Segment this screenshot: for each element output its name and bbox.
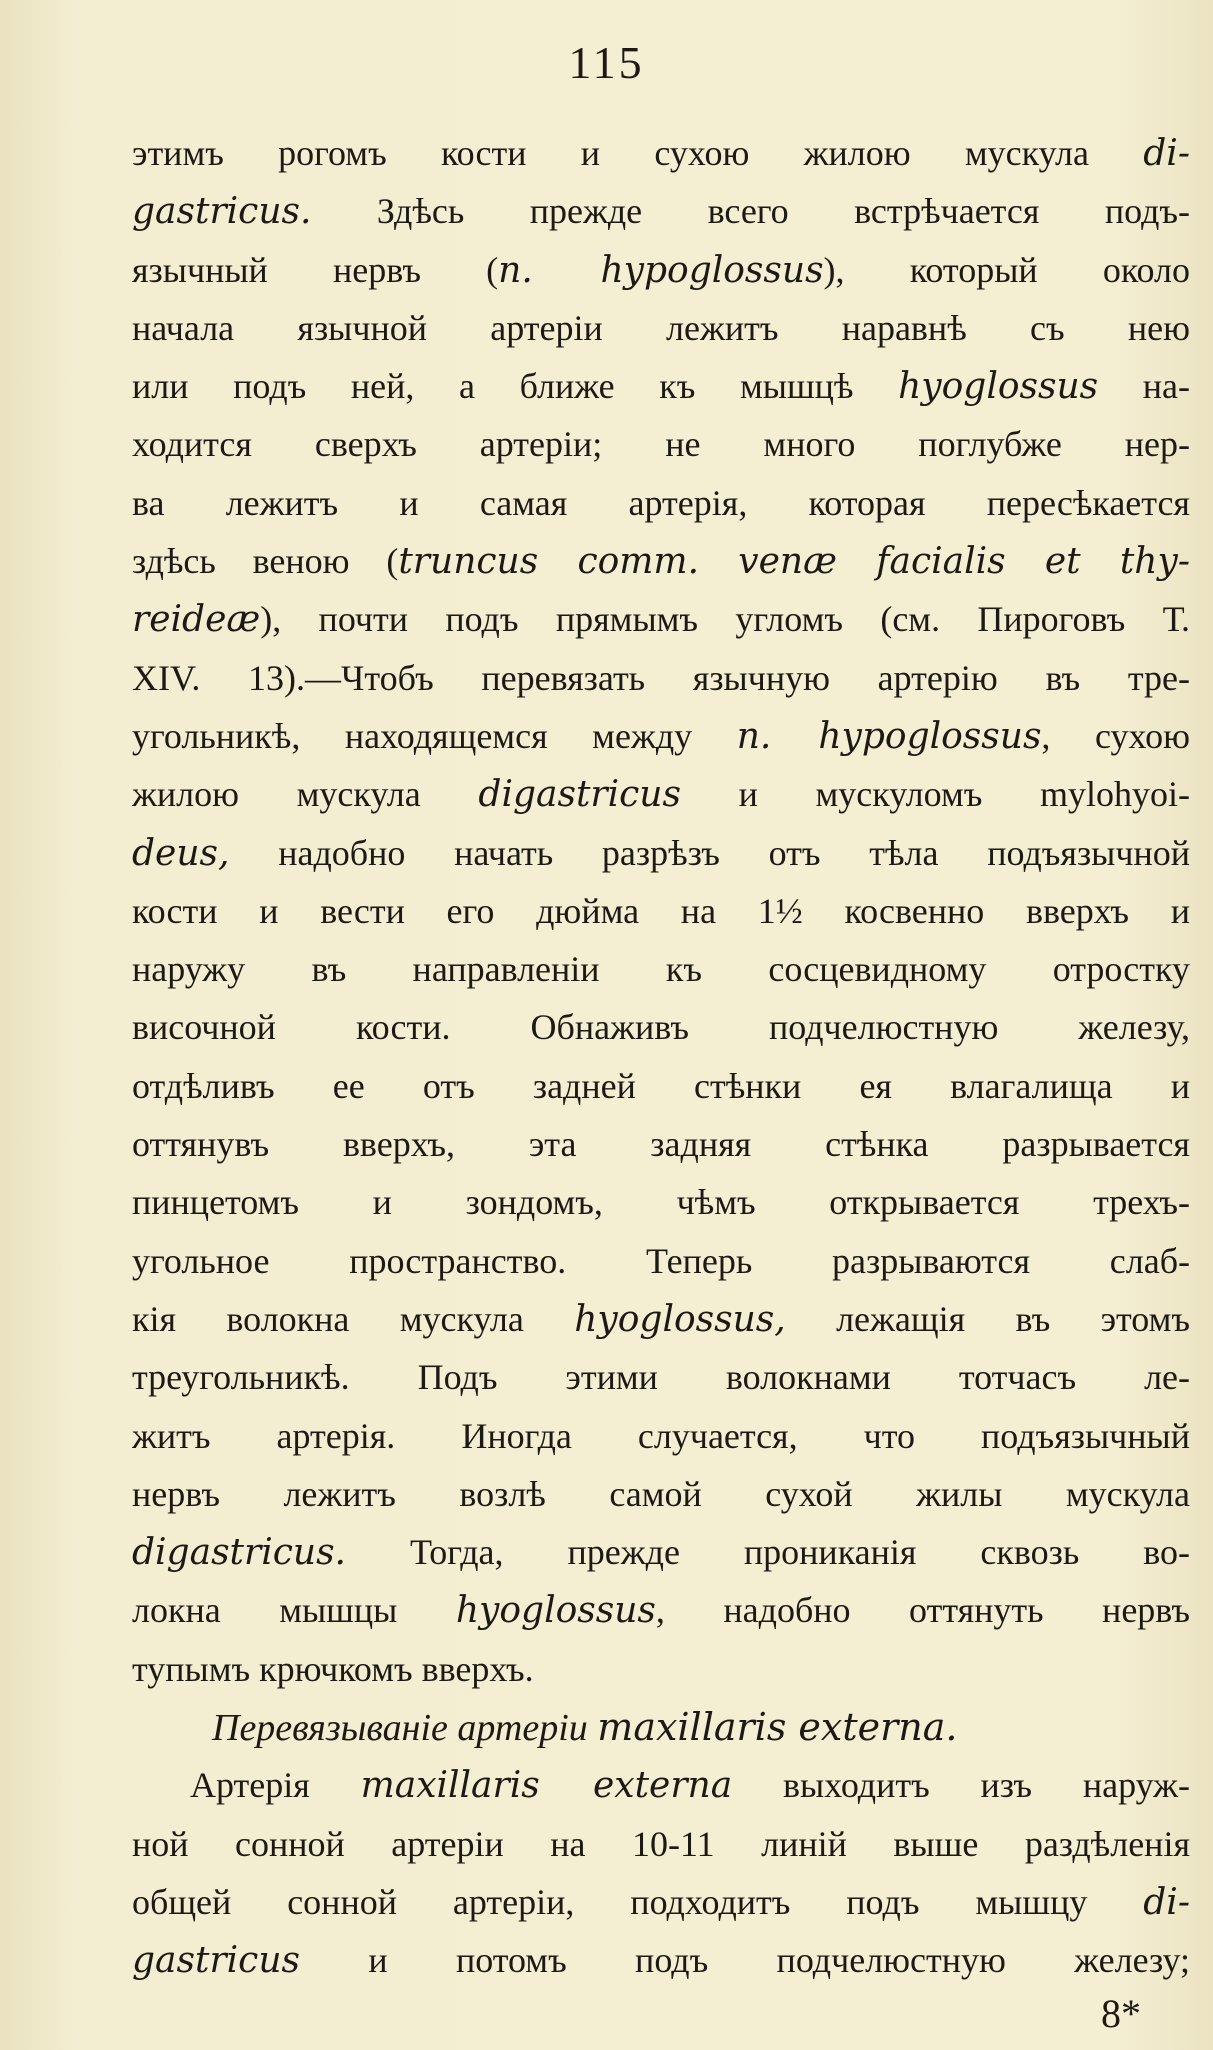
text-line: угольникѣ, находящемся между n. hypoglossus, сухою: [132, 715, 1190, 757]
text-line: височной кости. Обнаживъ подчелюстную железу,: [132, 1007, 1190, 1048]
text-line: пинцетомъ и зондомъ, чѣмъ открывается трехъ-: [132, 1182, 1190, 1223]
text-line: digastricus. Тогда, прежде прониканія сквозь во-: [132, 1532, 1190, 1574]
text-line: начала язычной артеріи лежитъ наравнѣ съ нею: [132, 307, 1190, 348]
text-line: треугольникѣ. Подъ этими волокнами тотчасъ ле-: [132, 1357, 1190, 1398]
text-line: локна мышцы hyoglossus, надобно оттянуть нервъ: [132, 1590, 1190, 1632]
signature-mark: 8*: [1101, 1991, 1141, 2036]
page-number: 115: [568, 37, 645, 88]
section-heading: Перевязываніе артеріи maxillaris externa.: [212, 1705, 958, 1750]
page-body-text: [132, 124, 1190, 1990]
text-line: deus, надобно начать разрѣзъ отъ тѣла подъязычной: [132, 832, 1190, 874]
text-line: общей сонной артеріи, подходитъ подъ мышцу di-: [132, 1881, 1190, 1923]
text-line: этимъ рогомъ кости и сухою жилою мускула di-: [132, 133, 1190, 174]
text-line: жилою мускула digastricus и мускуломъ mylohyoi-: [132, 774, 1190, 816]
text-line: ной сонной артеріи на 10-11 линій выше раздѣленія: [132, 1823, 1190, 1864]
text-line: ходится сверхъ артеріи; не много поглубже нер-: [132, 424, 1190, 465]
text-line: оттянувъ вверхъ, эта задняя стѣнка разрывается: [132, 1124, 1190, 1165]
text-line: или подъ ней, а ближе къ мышцѣ hyoglossus на-: [132, 366, 1190, 408]
text-line: тупымъ крючкомъ вверхъ.: [132, 1648, 534, 1689]
text-line: нервъ лежитъ возлѣ самой сухой жилы мускула: [132, 1473, 1190, 1514]
text-line: gastricus и потомъ подъ подчелюстную железу;: [132, 1940, 1190, 1982]
text-line: житъ артерія. Иногда случается, что подъязычный: [132, 1415, 1190, 1456]
text-line: кости и вести его дюйма на 1½ косвенно вверхъ и: [132, 890, 1190, 931]
text-line: кія волокна мускула hyoglossus, лежащія въ этомъ: [132, 1298, 1190, 1340]
text-line: Артерія maxillaris externa выходитъ изъ наруж-: [190, 1765, 1190, 1807]
text-line: угольное пространство. Теперь разрываются слаб-: [132, 1240, 1190, 1281]
text-line: наружу въ направленіи къ сосцевидному отростку: [132, 949, 1190, 990]
text-line: gastricus. Здѣсь прежде всего встрѣчается подъ-: [132, 191, 1190, 233]
text-line: язычный нервъ (n. hypoglossus), который около: [132, 249, 1190, 291]
text-line: отдѣливъ ее отъ задней стѣнки ея влагалища и: [132, 1065, 1190, 1106]
text-line: здѣсь веною (truncus comm. venæ facialis et thy-: [132, 541, 1190, 583]
text-line: reideæ), почти подъ прямымъ угломъ (см. Пироговъ Т.: [132, 599, 1190, 641]
text-line: XIV. 13).—Чтобъ перевязать язычную артерію въ тре-: [132, 657, 1190, 698]
text-line: ва лежитъ и самая артерія, которая пересѣкается: [132, 482, 1190, 523]
